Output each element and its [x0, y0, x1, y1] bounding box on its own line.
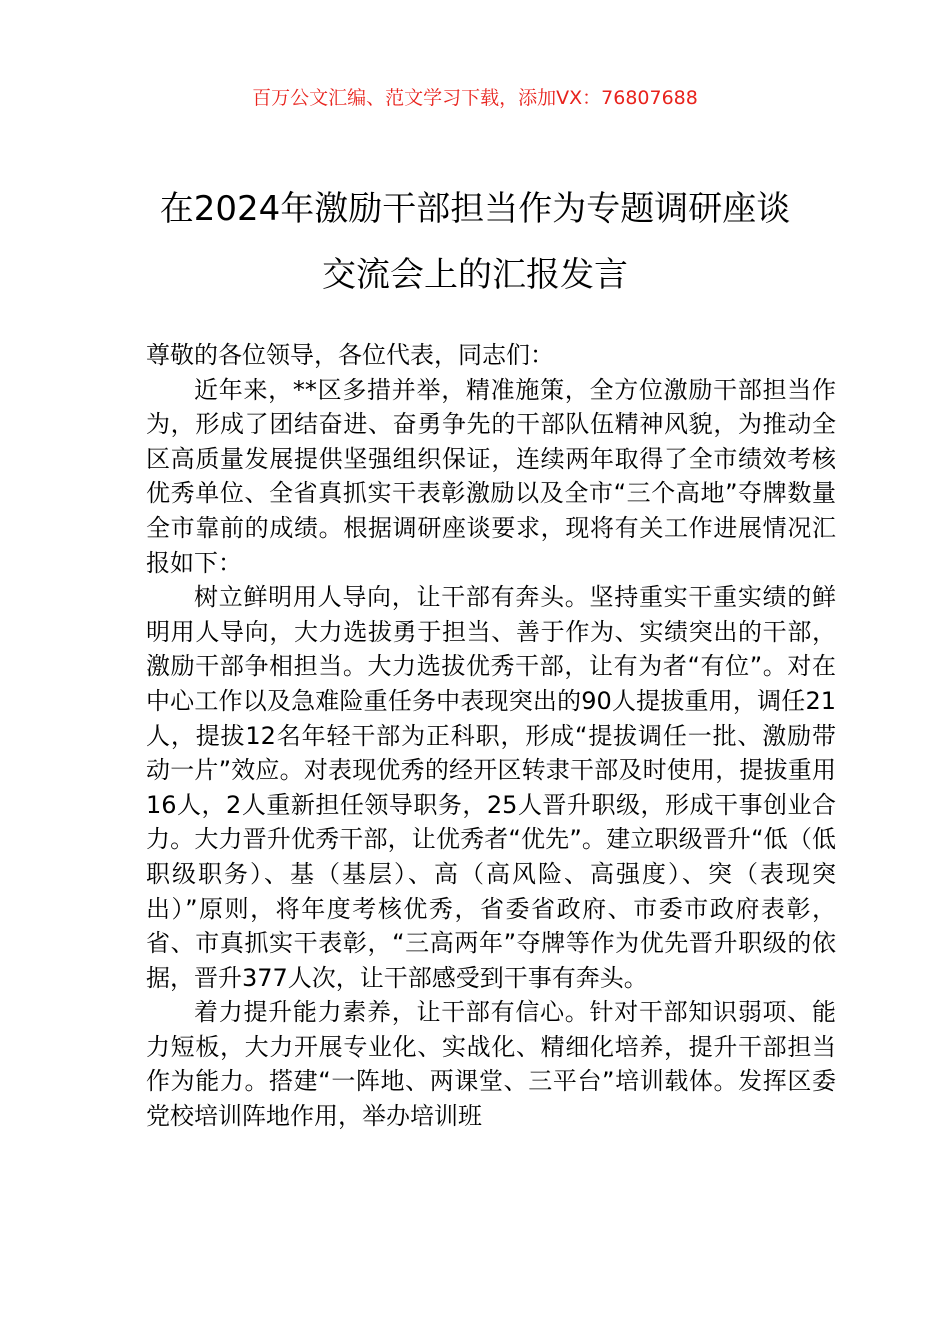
document-body	[146, 338, 836, 1134]
watermark-header: 百万公文汇编、范文学习下载，添加VX：76807688	[252, 87, 698, 109]
document-title	[60, 176, 890, 308]
paragraph-capability: 着力提升能力素养，让干部有信心。针对干部知识弱项、能力短板，大力开展专业化、实战化、精细化培养，提升干部担当作为能力。搭建“一阵地、两课堂、三平台”培训载体。发挥区委党校培训阵地作用，举办培训班	[146, 998, 836, 1131]
paragraph-intro: 近年来，**区多措并举，精准施策，全方位激励干部担当作为，形成了团结奋进、奋勇争先的干部队伍精神风貌，为推动全区高质量发展提供坚强组织保证，连续两年取得了全市绩效考核优秀单位、全省真抓实干表彰激励以及全市“三个高地”夺牌数量全市靠前的成绩。根据调研座谈要求，现将有关工作进展情况汇报如下：	[146, 375, 836, 577]
paragraph-talent-orientation: 树立鲜明用人导向，让干部有奔头。坚持重实干重实绩的鲜明用人导向，大力选拔勇于担当、善于作为、实绩突出的干部，激励干部争相担当。大力选拔优秀干部，让有为者“有位”。对在中心工作以及急难险重任务中表现突出的90人提拔重用，调任21人，提拔12名年轻干部为正科职，形成“提拔调任一批、激励带动一片”效应。对表现优秀的经开区转隶干部及时使用，提拔重用16人，2人重新担任领导职务，25人晋升职级，形成干事创业合力。大力晋升优秀干部，让优秀者“优先”。建立职级晋升“低（低职级职务）、基（基层）、高（高风险、高强度）、突（表现突出）”原则，将年度考核优秀，省委省政府、市委市政府表彰，省、市真抓实干表彰，“三高两年”夺牌等作为优先晋升职级的依据，晋升377人次，让干部感受到干事有奔头。	[146, 583, 836, 992]
title-line-1: 在2024年激励干部担当作为专题调研座谈	[159, 189, 791, 229]
title-line-2: 交流会上的汇报发言	[322, 255, 628, 295]
salutation: 尊敬的各位领导，各位代表，同志们：	[146, 341, 554, 369]
